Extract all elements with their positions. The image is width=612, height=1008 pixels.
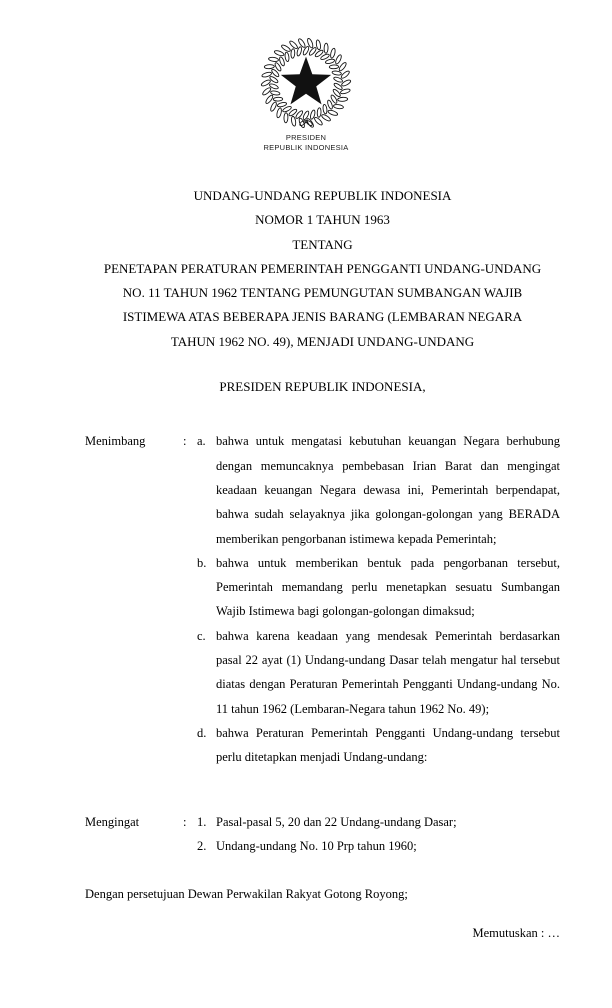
document-header: [0, 36, 612, 152]
clause-label: Menimbang: [85, 434, 146, 449]
emblem-caption-line2: REPUBLIK INDONESIA: [263, 142, 349, 152]
agreement-line: Dengan persetujuan Dewan Perwakilan Rakyat Gotong Royong;: [85, 887, 408, 902]
legal-basis-item: [197, 834, 560, 858]
item-marker: b.: [197, 555, 207, 570]
law-title: [85, 184, 560, 354]
consideration-item: [197, 721, 560, 770]
law-title-line: ISTIMEWA ATAS BEBERAPA JENIS BARANG (LEMBARAN NEGARA: [122, 309, 523, 325]
consideration-item: [197, 551, 560, 624]
law-title-line: NOMOR 1 TAHUN 1963: [255, 212, 390, 228]
item-marker: c.: [197, 628, 206, 643]
item-text: bahwa untuk memberikan bentuk pada pengorbanan tersebut, Pemerintah memandang perlu menetapkan sesuatu Sumbangan Wajib Istimewa bagi golongan-golongan dimaksud;: [216, 555, 560, 619]
star-wreath-emblem-icon: [257, 36, 355, 130]
item-text: Pasal-pasal 5, 20 dan 22 Undang-undang Dasar;: [216, 814, 457, 829]
emblem-caption-line1: PRESIDEN: [285, 133, 327, 142]
star-icon: [281, 57, 331, 105]
clause-colon: :: [183, 814, 187, 829]
law-title-line: UNDANG-UNDANG REPUBLIK INDONESIA: [193, 188, 452, 203]
item-text: bahwa karena keadaan yang mendesak Pemerintah berdasarkan pasal 22 ayat (1) Undang-undang Dasar telah mengatur hal tersebut diatas dengan Peraturan Pemerintah Pengganti Undang-undang No. 11 tahun 1962 (Lembaran-Negara tahun 1962 No. 49);: [216, 628, 560, 716]
item-marker: d.: [197, 725, 207, 740]
law-title-line: NO. 11 TAHUN 1962 TENTANG PEMUNGUTAN SUMBANGAN WAJIB: [122, 285, 523, 301]
clause-label: Mengingat: [85, 814, 140, 829]
document-body: [0, 184, 612, 946]
item-text: bahwa Peraturan Pemerintah Pengganti Undang-undang tersebut perlu ditetapkan menjadi Undang-undang:: [216, 725, 560, 765]
consideration-item: [197, 429, 560, 550]
item-text: bahwa untuk mengatasi kebutuhan keuangan Negara berhubung dengan memuncaknya pembebasan Irian Barat dan mengingat keadaan keuangan Negara dewasa ini, Pemerintah berpendapat, bahwa sudah selayaknya jika golongan-golongan yang BERADA memberikan pengorbanan istimewa kepada Pemerintah;: [216, 434, 560, 546]
item-marker: a.: [197, 434, 206, 449]
clause-menimbang: [85, 429, 560, 769]
clause-mengingat: [85, 810, 560, 859]
law-title-line: TAHUN 1962 NO. 49), MENJADI UNDANG-UNDANG: [170, 333, 475, 349]
consideration-item: [197, 624, 560, 721]
salutation-line: PRESIDEN REPUBLIK INDONESIA,: [219, 379, 426, 395]
item-marker: 2.: [197, 838, 207, 853]
decision-line: Memutuskan : …: [472, 926, 560, 941]
law-title-line: TENTANG: [292, 236, 353, 252]
clause-colon: :: [183, 434, 187, 449]
item-text: Undang-undang No. 10 Prp tahun 1960;: [216, 838, 417, 853]
item-marker: 1.: [197, 814, 207, 829]
law-title-line: PENETAPAN PERATURAN PEMERINTAH PENGGANTI UNDANG-UNDANG: [103, 260, 542, 276]
legal-basis-item: [197, 810, 560, 834]
